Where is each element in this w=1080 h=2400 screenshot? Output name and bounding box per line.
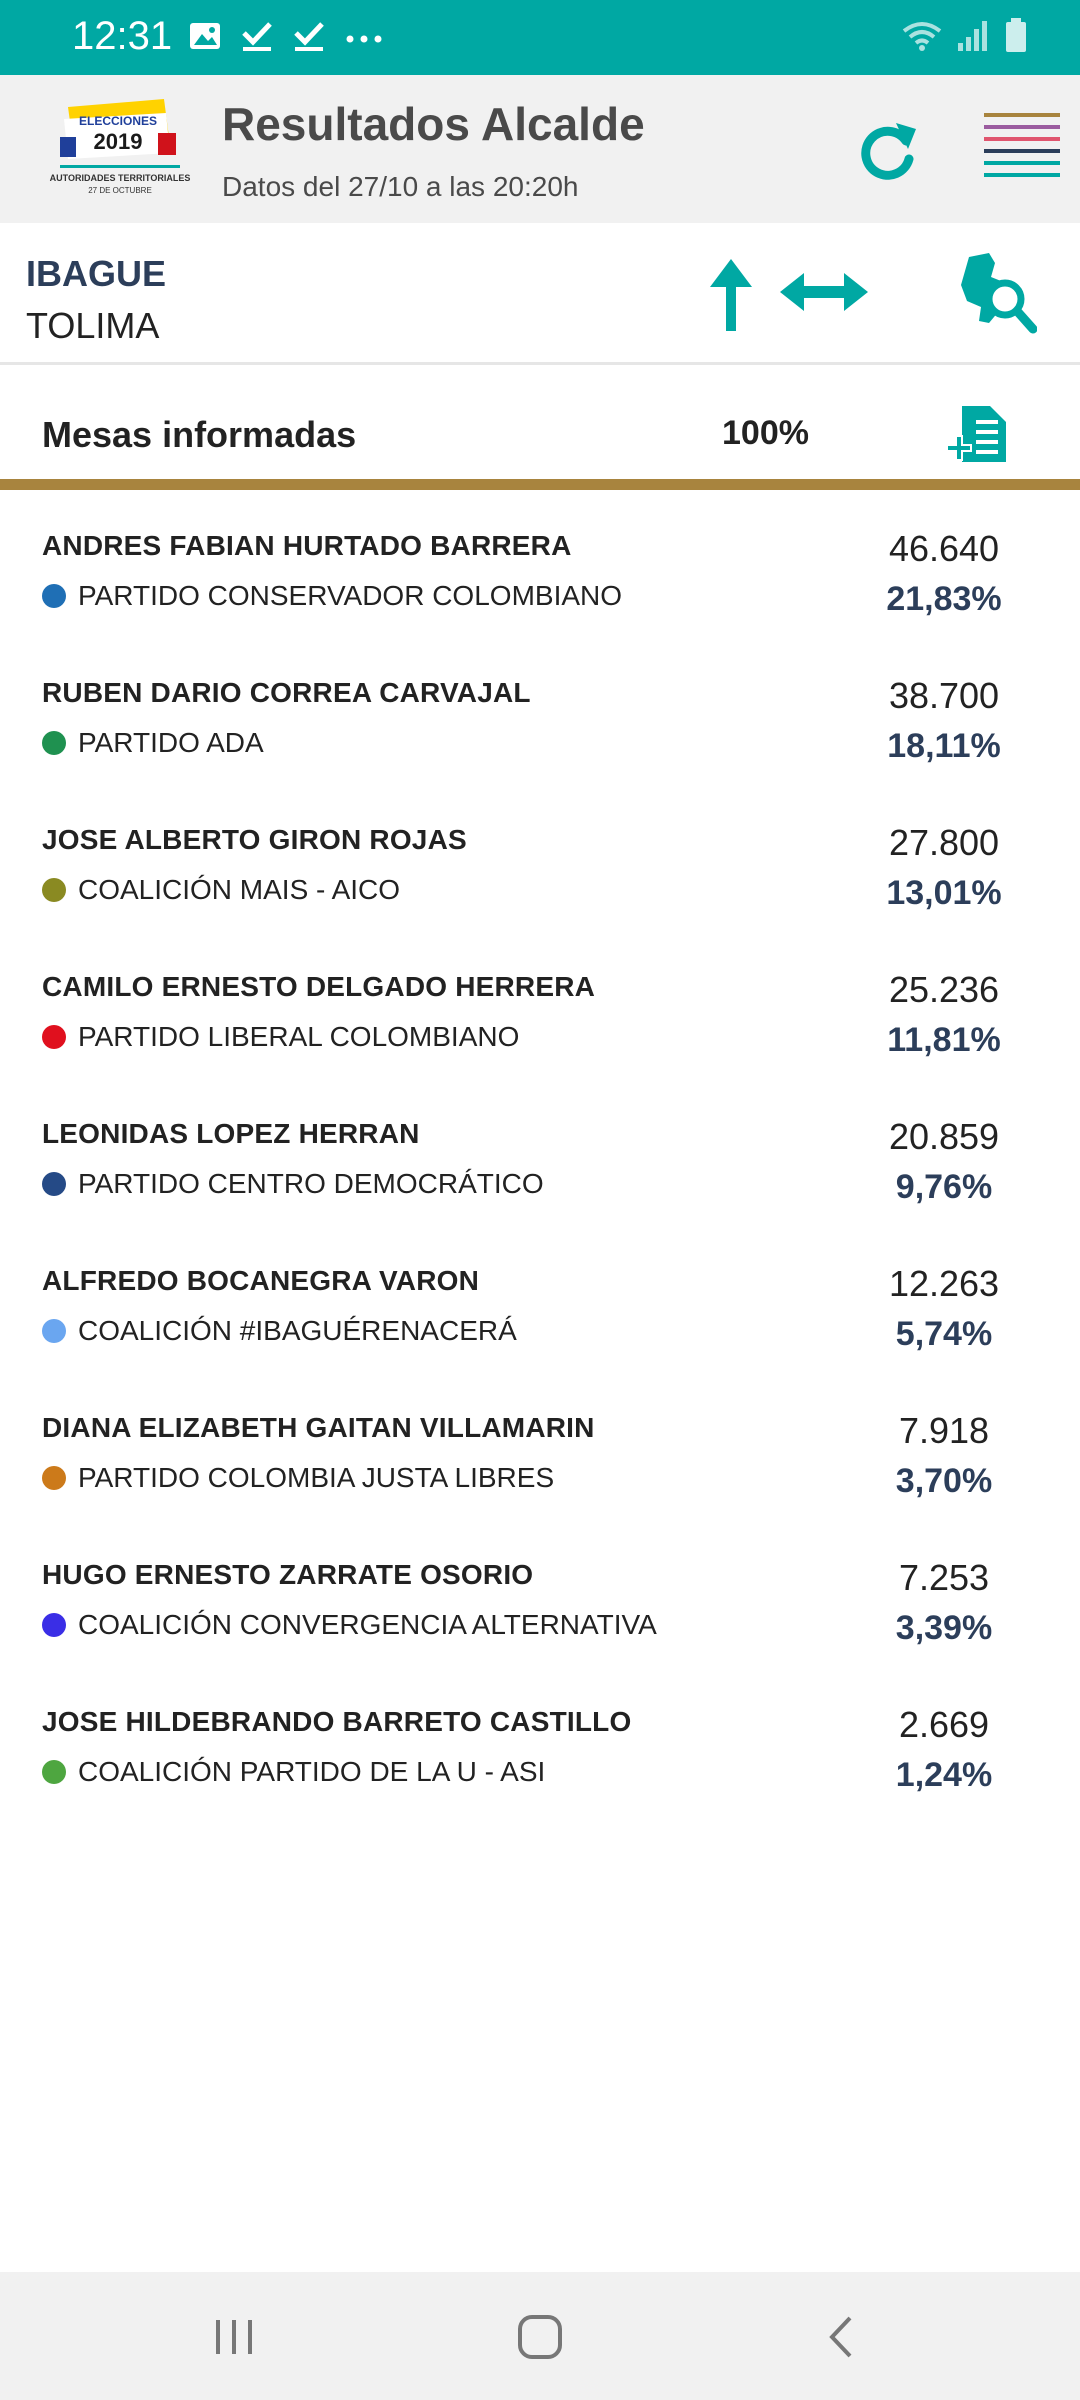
- candidate-name: ALFREDO BOCANEGRA VARON: [42, 1265, 480, 1296]
- status-bar: [0, 0, 1080, 75]
- city-name: IBAGUE: [26, 253, 167, 294]
- candidate-row[interactable]: [0, 794, 1080, 941]
- party-color-dot: [42, 1319, 66, 1343]
- arrows-horizontal-icon[interactable]: [778, 269, 870, 315]
- logo-date: 27 DE OCTUBRE: [88, 186, 152, 195]
- candidate-name: CAMILO ERNESTO DELGADO HERRERA: [42, 971, 596, 1002]
- wifi-icon: [902, 18, 942, 54]
- party-name: PARTIDO COLOMBIA JUSTA LIBRES: [78, 1462, 555, 1493]
- candidate-name: DIANA ELIZABETH GAITAN VILLAMARIN: [42, 1412, 595, 1443]
- candidate-row[interactable]: [0, 941, 1080, 1088]
- add-report-icon[interactable]: [946, 404, 1012, 466]
- location-selector: [0, 223, 1080, 365]
- more-dots-icon: [344, 18, 384, 54]
- system-icons: [902, 18, 1028, 54]
- refresh-icon[interactable]: [852, 115, 922, 185]
- candidate-votes: 38.700: [888, 675, 1000, 716]
- party-color-dot: [42, 584, 66, 608]
- candidate-party: [42, 1462, 554, 1494]
- data-timestamp: Datos del 27/10 a las 20:20h: [222, 171, 579, 202]
- party-name: PARTIDO ADA: [78, 727, 264, 758]
- candidate-party: [42, 1756, 545, 1788]
- candidate-percentage: 18,11%: [887, 727, 1001, 765]
- logo-text-top: ELECCIONES: [78, 114, 158, 128]
- recent-apps-icon[interactable]: [206, 2312, 262, 2362]
- mesas-label: Mesas informadas: [42, 414, 357, 455]
- candidate-party: [42, 1609, 657, 1641]
- app-header: [0, 75, 1080, 223]
- candidate-party: [42, 874, 400, 906]
- candidate-row[interactable]: [0, 1235, 1080, 1382]
- party-name: COALICIÓN #IBAGUÉRENACERÁ: [78, 1315, 517, 1346]
- department-name: TOLIMA: [26, 305, 160, 346]
- candidate-name: RUBEN DARIO CORREA CARVAJAL: [42, 677, 531, 708]
- candidate-votes: 12.263: [888, 1263, 1000, 1304]
- candidate-percentage: 3,70%: [895, 1462, 993, 1500]
- party-color-dot: [42, 1025, 66, 1049]
- candidate-name: JOSE HILDEBRANDO BARRETO CASTILLO: [42, 1706, 632, 1737]
- image-icon: [188, 18, 222, 54]
- party-color-dot: [42, 1466, 66, 1490]
- candidate-row[interactable]: [0, 1382, 1080, 1529]
- candidate-row[interactable]: [0, 500, 1080, 647]
- candidate-name: JOSE ALBERTO GIRON ROJAS: [42, 824, 467, 855]
- check-icon: [240, 18, 274, 54]
- candidate-row[interactable]: [0, 1676, 1080, 1823]
- candidate-name: LEONIDAS LOPEZ HERRAN: [42, 1118, 420, 1149]
- party-name: COALICIÓN MAIS - AICO: [78, 874, 401, 905]
- candidate-votes: 7.918: [898, 1410, 990, 1451]
- mesas-informadas-row: [0, 368, 1080, 490]
- system-nav-bar: [0, 2272, 1080, 2400]
- mesas-value: 100%: [722, 414, 809, 452]
- home-icon[interactable]: [512, 2312, 568, 2362]
- candidate-votes: 25.236: [888, 969, 1000, 1010]
- candidates-list: [0, 500, 1080, 1823]
- arrow-up-icon[interactable]: [706, 257, 756, 333]
- party-name: PARTIDO CONSERVADOR COLOMBIANO: [78, 580, 623, 611]
- party-color-dot: [42, 878, 66, 902]
- candidate-row[interactable]: [0, 647, 1080, 794]
- party-color-dot: [42, 731, 66, 755]
- party-name: COALICIÓN PARTIDO DE LA U - ASI: [78, 1756, 546, 1787]
- check-icon: [292, 18, 326, 54]
- candidate-percentage: 1,24%: [895, 1756, 993, 1794]
- page-title: Resultados Alcalde: [222, 98, 645, 150]
- candidate-row[interactable]: [0, 1088, 1080, 1235]
- candidate-votes: 27.800: [888, 822, 1000, 863]
- candidate-party: [42, 1168, 544, 1200]
- candidate-percentage: 3,39%: [895, 1609, 993, 1647]
- candidate-row[interactable]: [0, 1529, 1080, 1676]
- candidate-votes: 46.640: [888, 528, 1000, 569]
- candidate-party: [42, 580, 622, 612]
- party-color-dot: [42, 1760, 66, 1784]
- logo-year: 2019: [93, 129, 143, 154]
- candidate-percentage: 5,74%: [895, 1315, 993, 1353]
- elecciones-2019-logo: [46, 93, 194, 203]
- candidate-party: [42, 1021, 519, 1053]
- menu-icon[interactable]: [984, 111, 1060, 183]
- party-color-dot: [42, 1613, 66, 1637]
- candidate-percentage: 13,01%: [886, 874, 1002, 912]
- candidate-votes: 20.859: [888, 1116, 1000, 1157]
- candidate-party: [42, 727, 264, 759]
- candidate-votes: 2.669: [898, 1704, 990, 1745]
- candidate-percentage: 21,83%: [886, 580, 1002, 618]
- logo-text-bottom: AUTORIDADES TERRITORIALES: [49, 173, 191, 183]
- candidate-percentage: 9,76%: [895, 1168, 993, 1206]
- party-color-dot: [42, 1172, 66, 1196]
- candidate-name: ANDRES FABIAN HURTADO BARRERA: [42, 530, 572, 561]
- back-icon[interactable]: [814, 2312, 870, 2362]
- status-time: 12:31: [72, 14, 173, 58]
- candidate-party: [42, 1315, 517, 1347]
- candidate-votes: 7.253: [898, 1557, 990, 1598]
- signal-icon: [956, 18, 990, 54]
- candidate-name: HUGO ERNESTO ZARRATE OSORIO: [42, 1559, 534, 1590]
- map-search-icon[interactable]: [955, 251, 1037, 335]
- candidate-percentage: 11,81%: [887, 1021, 1001, 1059]
- party-name: PARTIDO LIBERAL COLOMBIANO: [78, 1021, 520, 1052]
- party-name: PARTIDO CENTRO DEMOCRÁTICO: [78, 1168, 544, 1199]
- battery-icon: [1004, 18, 1028, 54]
- notification-icons: [188, 18, 384, 54]
- party-name: COALICIÓN CONVERGENCIA ALTERNATIVA: [78, 1609, 657, 1640]
